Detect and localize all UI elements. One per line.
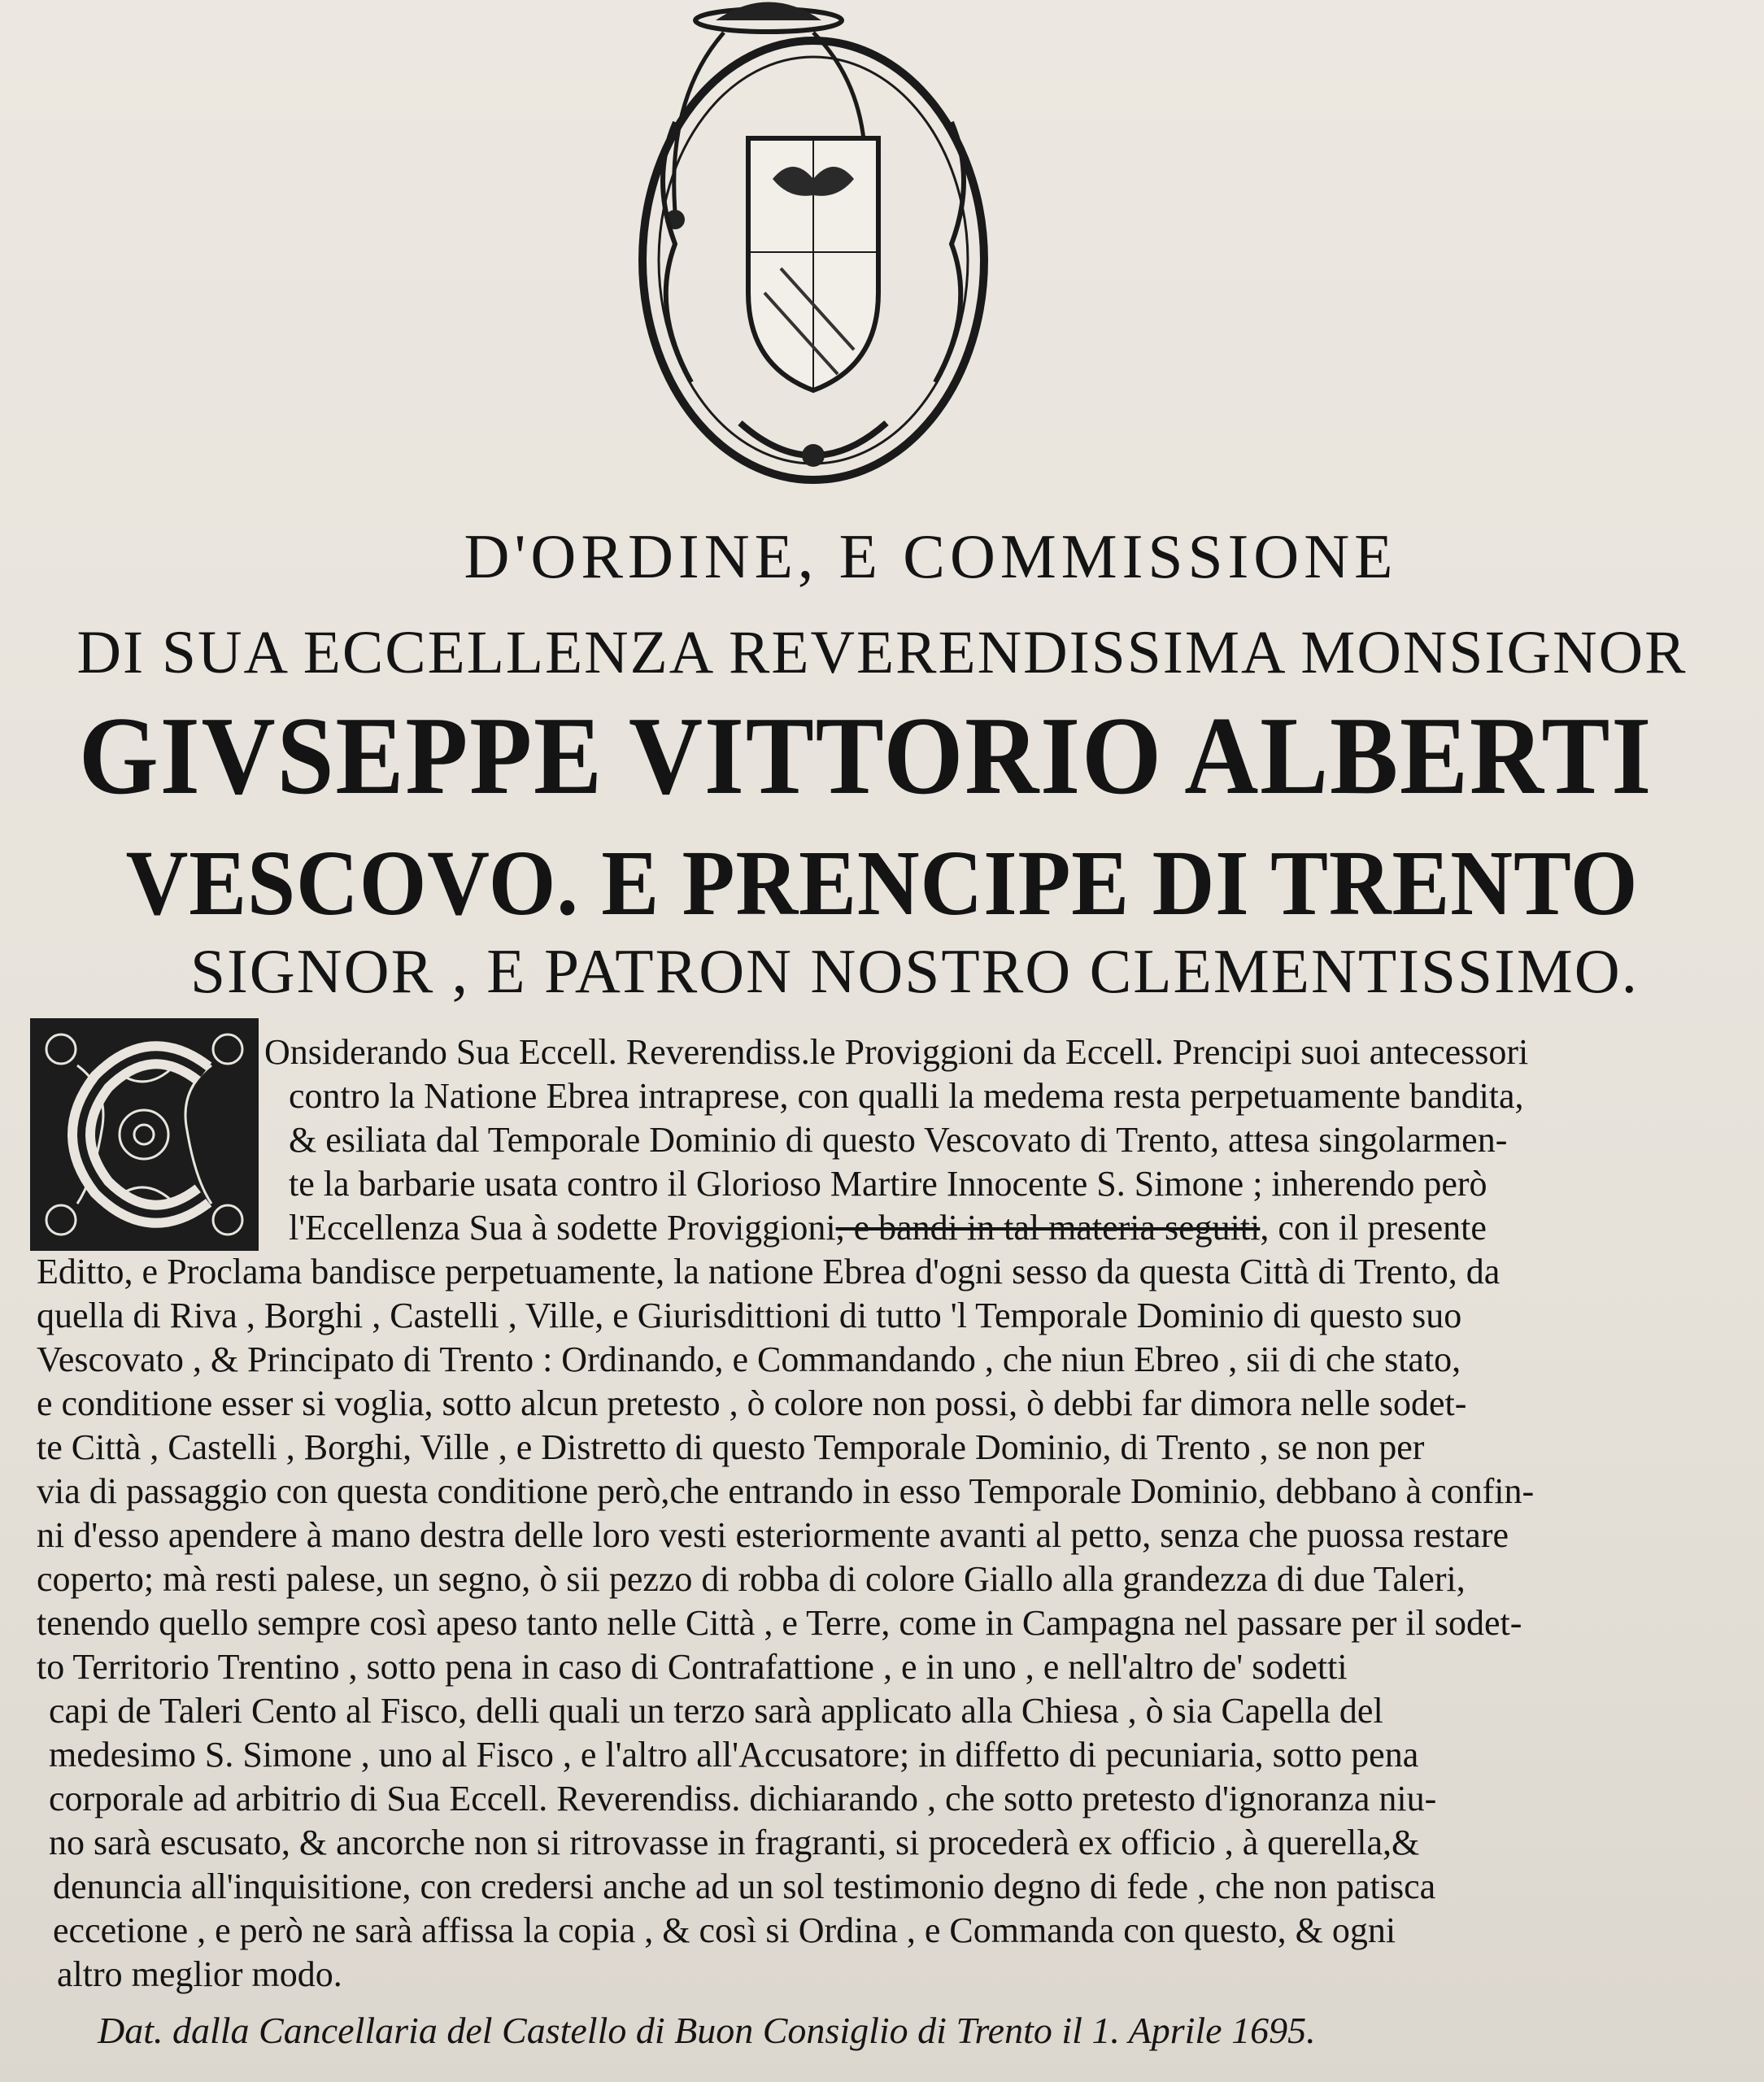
heading-line-5: SIGNOR , E PATRON NOSTRO CLEMENTISSIMO.	[189, 936, 1640, 1006]
body-line-9: e conditione esser si voglia, sotto alcun pretesto , ò colore non possi, ò debbi far dimora nelle sodet-	[37, 1383, 1467, 1423]
heading-bishop-name: GIVSEPPE VITTORIO ALBERTI	[78, 694, 1653, 817]
body-line-19: no sarà escusato, & ancorche non si ritrovasse in fragranti, si procederà ex officio , à querella,&	[49, 1823, 1420, 1862]
body-line-21: eccetione , e però ne sarà affissa la copia , & così si Ordina , e Commanda con questo, & ogni	[53, 1910, 1396, 1950]
body-line-5	[289, 1207, 1487, 1249]
body-line-15: to Territorio Trentino , sotto pena in caso di Contrafattione , e in uno , e nell'altro de' sodetti	[37, 1647, 1348, 1687]
closing-date-line: Dat. dalla Cancellaria del Castello di Buon Consiglio di Trento il 1. Aprile 1695.	[98, 2010, 1316, 2051]
body-line-12: ni d'esso apendere à mano destra delle loro vesti esteriormente avanti al petto, senza che puossa restare	[37, 1515, 1509, 1555]
body-line-13: coperto; mà resti palese, un segno, ò sii pezzo di robba di colore Giallo alla grandezza di due Taleri,	[37, 1559, 1466, 1599]
body-line-6: Editto, e Proclama bandisce perpetuamente, la natione Ebrea d'ogni sesso da questa Città di Trento, da	[37, 1252, 1500, 1291]
body-line-1: Onsiderando Sua Eccell. Reverendiss.le Proviggioni da Eccell. Prencipi suoi antecessori	[264, 1032, 1529, 1072]
body-line-4: te la barbarie usata contro il Glorioso Martire Innocente S. Simone ; inherendo però	[289, 1164, 1487, 1204]
body-line-14: tenendo quello sempre così apeso tanto nelle Città , e Terre, come in Campagna nel passare per il sodet-	[37, 1603, 1522, 1643]
decorated-initial-c	[28, 1017, 260, 1252]
heading-title: VESCOVO. E PRENCIPE DI TRENTO	[125, 831, 1639, 934]
struck-text: , e bandi in tal materia seguiti	[835, 1208, 1261, 1248]
body-line-16: capi de Taleri Cento al Fisco, delli quali un terzo sarà applicato alla Chiesa , ò sia Capella del	[49, 1691, 1383, 1731]
body-line-3: & esiliata dal Temporale Dominio di questo Vescovato di Trento, attesa singolarmen-	[289, 1120, 1508, 1160]
body-line-11: via di passaggio con questa conditione però,che entrando in esso Temporale Dominio, debbano à confin-	[37, 1471, 1535, 1511]
heading-line-1: D'ORDINE, E COMMISSIONE	[464, 521, 1398, 591]
body-line-18: corporale ad arbitrio di Sua Eccell. Reverendiss. dichiarando , che sotto pretesto d'ignoranza niu-	[49, 1779, 1437, 1818]
heading-line-2: DI SUA ECCELLENZA REVERENDISSIMA MONSIGNOR	[76, 619, 1688, 686]
body-line-17: medesimo S. Simone , uno al Fisco , e l'altro all'Accusatore; in diffetto di pecuniaria, sotto pena	[49, 1735, 1419, 1775]
body-line-20: denuncia all'inquisitione, con credersi anche ad un sol testimonio degno di fede , che non patisca	[53, 1866, 1436, 1906]
body-line-5a: l'Eccellenza Sua à sodette Proviggioni	[289, 1208, 836, 1248]
body-line-10: te Città , Castelli , Borghi, Ville , e Distretto di questo Temporale Dominio, di Trento , se non per	[37, 1427, 1425, 1467]
body-line-2: contro la Natione Ebrea intraprese, con qualli la medema resta perpetuamente bandita,	[289, 1076, 1524, 1116]
body-line-8: Vescovato , & Principato di Trento : Ordinando, e Commandando , che niun Ebreo , sii di che stato,	[37, 1339, 1461, 1379]
body-line-5c: , con il presente	[1260, 1208, 1487, 1248]
body-line-22: altro meglior modo.	[57, 1954, 342, 1994]
coat-of-arms-emblem	[618, 0, 1074, 488]
body-line-7: quella di Riva , Borghi , Castelli , Ville, e Giurisdittioni di tutto 'l Temporale Dominio di questo suo	[37, 1296, 1462, 1335]
